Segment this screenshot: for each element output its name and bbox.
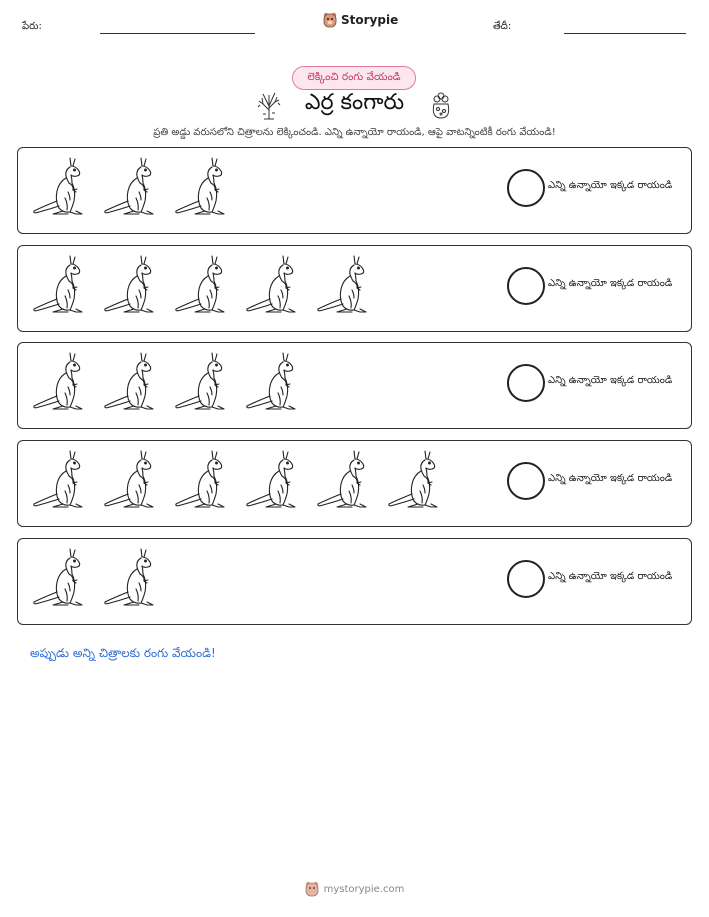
kangaroo-icon[interactable] <box>385 449 443 511</box>
kangaroo-icon[interactable] <box>101 351 159 413</box>
kangaroo-icon[interactable] <box>172 351 230 413</box>
write-count-label: ఎన్ని ఉన్నాయో ఇక్కడ రాయండి <box>548 180 673 191</box>
kangaroo-icon[interactable] <box>101 449 159 511</box>
count-row <box>17 440 692 527</box>
answer-circle[interactable] <box>507 560 545 598</box>
answer-circle[interactable] <box>507 462 545 500</box>
count-row <box>17 147 692 234</box>
count-row <box>17 342 692 429</box>
name-label: పేరు: <box>22 21 42 32</box>
kangaroo-icon[interactable] <box>314 254 372 316</box>
kangaroo-icon[interactable] <box>172 254 230 316</box>
kangaroo-icon[interactable] <box>243 351 301 413</box>
kangaroo-icon[interactable] <box>30 156 88 218</box>
flowerpot-icon <box>427 92 455 120</box>
activity-badge: లెక్కించి రంగు వేయండి <box>292 66 416 90</box>
date-line[interactable] <box>564 33 686 34</box>
write-count-label: ఎన్ని ఉన్నాయో ఇక్కడ రాయండి <box>548 278 673 289</box>
kangaroo-icon[interactable] <box>101 547 159 609</box>
instructions: ప్రతి అడ్డు వరుసలోని చిత్రాలను లెక్కించండి. ఎన్ని ఉన్నాయో రాయండి, ఆపై వాటన్నింటికీ రంగు వేయండి! <box>153 127 556 138</box>
count-row <box>17 245 692 332</box>
count-row <box>17 538 692 625</box>
answer-circle[interactable] <box>507 267 545 305</box>
kangaroo-icon[interactable] <box>30 449 88 511</box>
kangaroo-icon[interactable] <box>30 351 88 413</box>
kangaroo-icon[interactable] <box>30 547 88 609</box>
kangaroo-icon[interactable] <box>243 254 301 316</box>
kangaroo-icon[interactable] <box>101 254 159 316</box>
kangaroo-icon[interactable] <box>314 449 372 511</box>
write-count-label: ఎన్ని ఉన్నాయో ఇక్కడ రాయండి <box>548 473 673 484</box>
storypie-bear-icon <box>323 12 337 28</box>
answer-circle[interactable] <box>507 364 545 402</box>
kangaroo-icon[interactable] <box>172 156 230 218</box>
page-title: ఎర్ర కంగారు <box>304 90 405 115</box>
site-footer <box>0 881 709 897</box>
storypie-bear-icon <box>305 881 319 897</box>
kangaroo-icon[interactable] <box>243 449 301 511</box>
answer-circle[interactable] <box>507 169 545 207</box>
date-label: తేదీ: <box>493 21 512 32</box>
brand <box>323 12 398 28</box>
site-url: mystorypie.com <box>323 883 405 895</box>
footer-note: అప్పుడు అన్ని చిత్రాలకు రంగు వేయండి! <box>30 646 216 660</box>
write-count-label: ఎన్ని ఉన్నాయో ఇక్కడ రాయండి <box>548 571 673 582</box>
write-count-label: ఎన్ని ఉన్నాయో ఇక్కడ రాయండి <box>548 375 673 386</box>
kangaroo-icon[interactable] <box>30 254 88 316</box>
name-line[interactable] <box>100 33 255 34</box>
tree-icon <box>255 92 283 120</box>
kangaroo-icon[interactable] <box>101 156 159 218</box>
kangaroo-icon[interactable] <box>172 449 230 511</box>
brand-name: Storypie <box>341 13 399 27</box>
